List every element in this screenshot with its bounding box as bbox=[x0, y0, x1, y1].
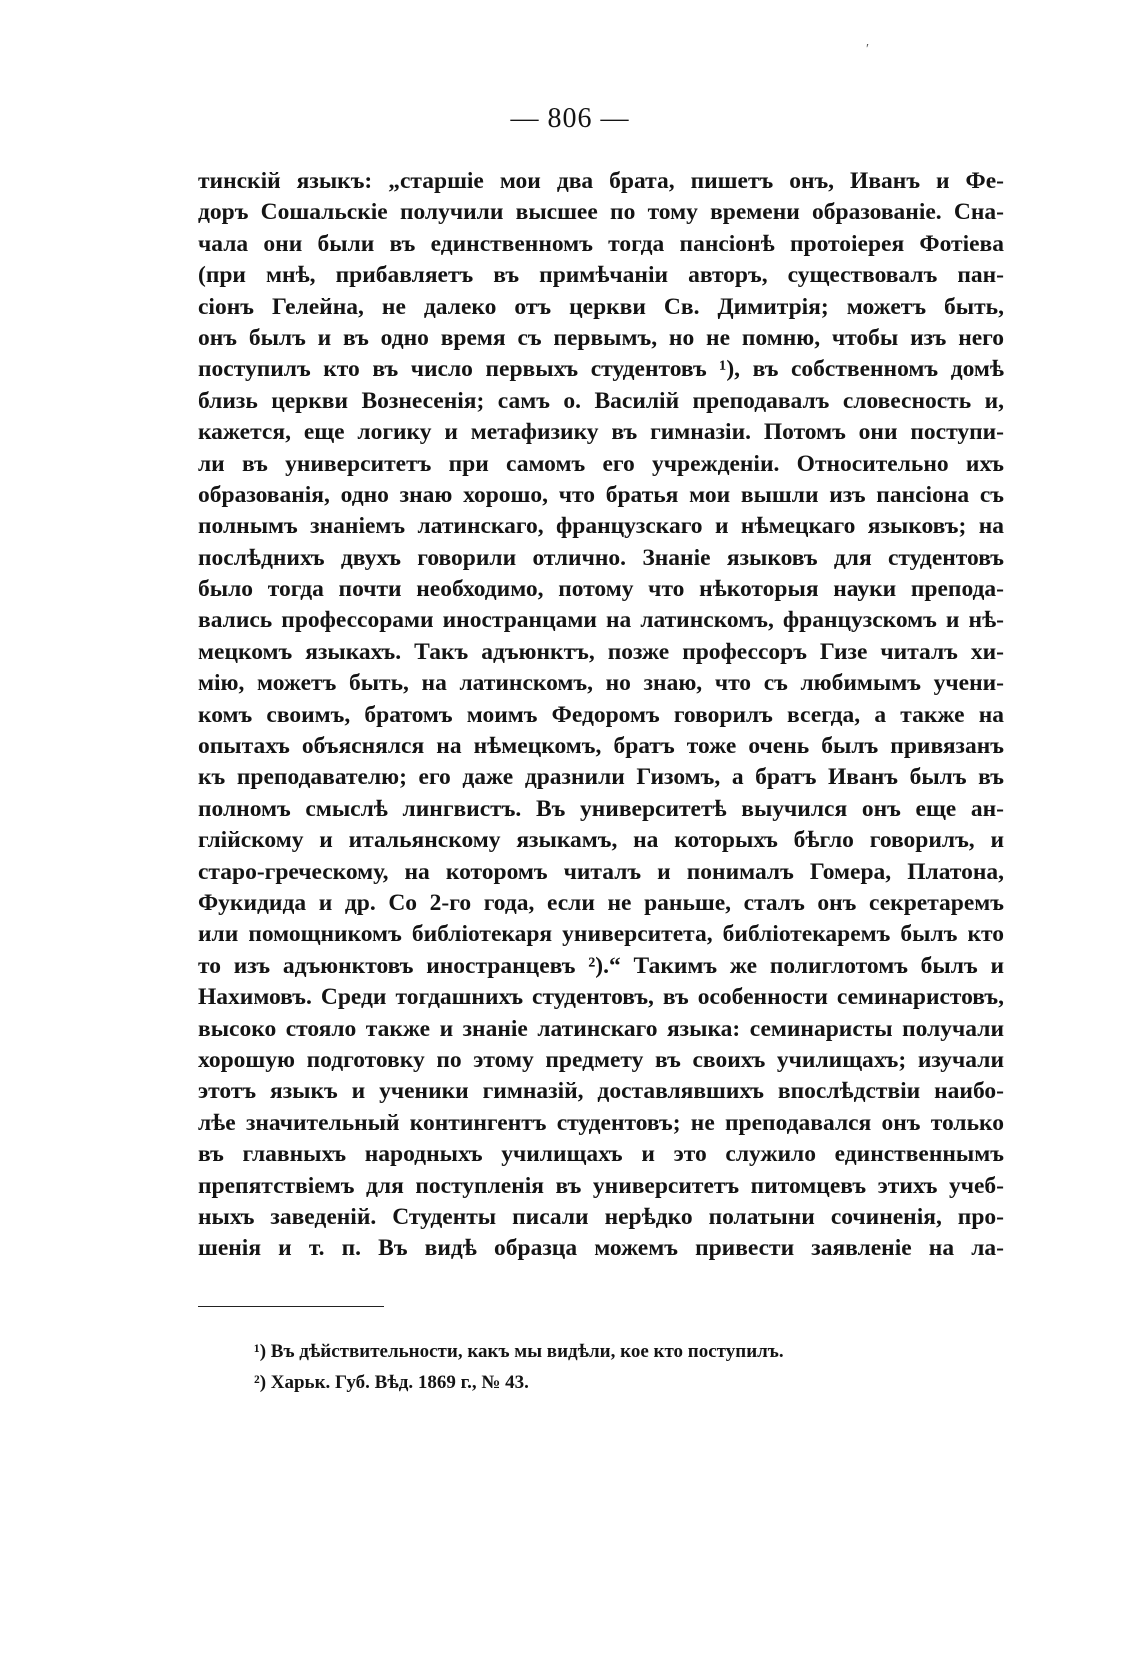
footnote: ¹) Въ дѣйствительности, какъ мы видѣли, кое кто поступилъ. bbox=[254, 1341, 784, 1362]
text-line: (при мнѣ, прибавляетъ въ примѣчаніи авторъ, существовалъ пан- bbox=[198, 262, 1004, 289]
text-line: глійскому и итальянскому языкамъ, на которыхъ бѣгло говорилъ, и bbox=[198, 827, 1004, 854]
text-line: хорошую подготовку по этому предмету въ своихъ училищахъ; изучали bbox=[198, 1046, 1004, 1073]
text-line: близь церкви Вознесенія; самъ о. Василій преподавалъ словесность и, bbox=[198, 387, 1004, 414]
text-line: поступилъ кто въ число первыхъ студентовъ ¹), въ собственномъ домѣ bbox=[198, 356, 1004, 383]
text-line: мію, можетъ быть, на латинскомъ, но знаю, что съ любимымъ учени- bbox=[198, 670, 1004, 697]
text-line: то изъ адъюнктовъ иностранцевъ ²).“ Такимъ же полиглотомъ былъ и bbox=[198, 952, 1004, 979]
text-line: ныхъ заведеній. Студенты писали нерѣдко полатыни сочиненія, про- bbox=[198, 1203, 1004, 1230]
text-line: этотъ языкъ и ученики гимназій, доставлявшихъ впослѣдствіи наибо- bbox=[198, 1078, 1004, 1105]
body-text bbox=[198, 166, 1004, 1265]
text-line: чала они были въ единственномъ тогда пансіонѣ протоіерея Фотіева bbox=[198, 230, 1004, 257]
text-line: или помощникомъ библіотекаря университета, библіотекаремъ былъ кто bbox=[198, 921, 1004, 948]
text-line: онъ былъ и въ одно время съ первымъ, но не помню, чтобы изъ него bbox=[198, 324, 1004, 351]
text-line: старо-греческому, на которомъ читалъ и понималъ Гомера, Платона, bbox=[198, 858, 1004, 885]
text-line: опытахъ объяснялся на нѣмецкомъ, братъ тоже очень былъ привязанъ bbox=[198, 733, 1004, 760]
text-line: доръ Сошальскіе получили высшее по тому времени образованіе. Сна- bbox=[198, 199, 1004, 226]
footnote-divider bbox=[198, 1306, 384, 1307]
text-line: лѣе значительный контингентъ студентовъ; не преподавался онъ только bbox=[198, 1109, 1004, 1136]
text-line: высоко стояло также и знаніе латинскаго языка: семинаристы получали bbox=[198, 1015, 1004, 1042]
text-line: шенія и т. п. Въ видѣ образца можемъ привести заявленіе на ла- bbox=[198, 1235, 1004, 1262]
text-line: въ главныхъ народныхъ училищахъ и это служило единственнымъ bbox=[198, 1141, 1004, 1168]
footnotes bbox=[254, 1336, 954, 1398]
text-line: полномъ смыслѣ лингвистъ. Въ университетѣ выучился онъ еще ан- bbox=[198, 795, 1004, 822]
text-line: образованія, одно знаю хорошо, что братья мои вышли изъ пансіона съ bbox=[198, 481, 1004, 508]
text-line: было тогда почти необходимо, потому что нѣкоторыя науки препода- bbox=[198, 576, 1004, 603]
text-line: Фукидида и др. Со 2-го года, если не раньше, сталъ онъ секретаремъ bbox=[198, 889, 1004, 916]
text-line: вались профессорами иностранцами на латинскомъ, французскомъ и нѣ- bbox=[198, 607, 1004, 634]
footnote: ²) Харьк. Губ. Вѣд. 1869 г., № 43. bbox=[254, 1372, 529, 1393]
text-line: мецкомъ языкахъ. Такъ адъюнктъ, позже профессоръ Гизе читалъ хи- bbox=[198, 638, 1004, 665]
scan-mark: ′ bbox=[866, 42, 870, 57]
text-line: препятствіемъ для поступленія въ университетъ питомцевъ этихъ учеб- bbox=[198, 1172, 1004, 1199]
text-line: сіонъ Гелейна, не далеко отъ церкви Св. Димитрія; можетъ быть, bbox=[198, 293, 1004, 320]
text-line: комъ своимъ, братомъ моимъ Федоромъ говорилъ всегда, а также на bbox=[198, 701, 1004, 728]
text-line: тинскій языкъ: „старшіе мои два брата, пишетъ онъ, Иванъ и Фе- bbox=[198, 168, 1004, 194]
text-line: кажется, еще логику и метафизику въ гимназіи. Потомъ они поступи- bbox=[198, 419, 1004, 446]
text-line: Нахимовъ. Среди тогдашнихъ студентовъ, въ особенности семинаристовъ, bbox=[198, 984, 1004, 1011]
page-number: — 806 — bbox=[510, 103, 630, 134]
text-line: полнымъ знаніемъ латинскаго, французскаго и нѣмецкаго языковъ; на bbox=[198, 513, 1004, 540]
text-line: ли въ университетъ при самомъ его учрежденіи. Относительно ихъ bbox=[198, 450, 1004, 477]
text-line: послѣднихъ двухъ говорили отлично. Знаніе языковъ для студентовъ bbox=[198, 544, 1004, 571]
text-line: къ преподавателю; его даже дразнили Гизомъ, а братъ Иванъ былъ въ bbox=[198, 764, 1004, 791]
